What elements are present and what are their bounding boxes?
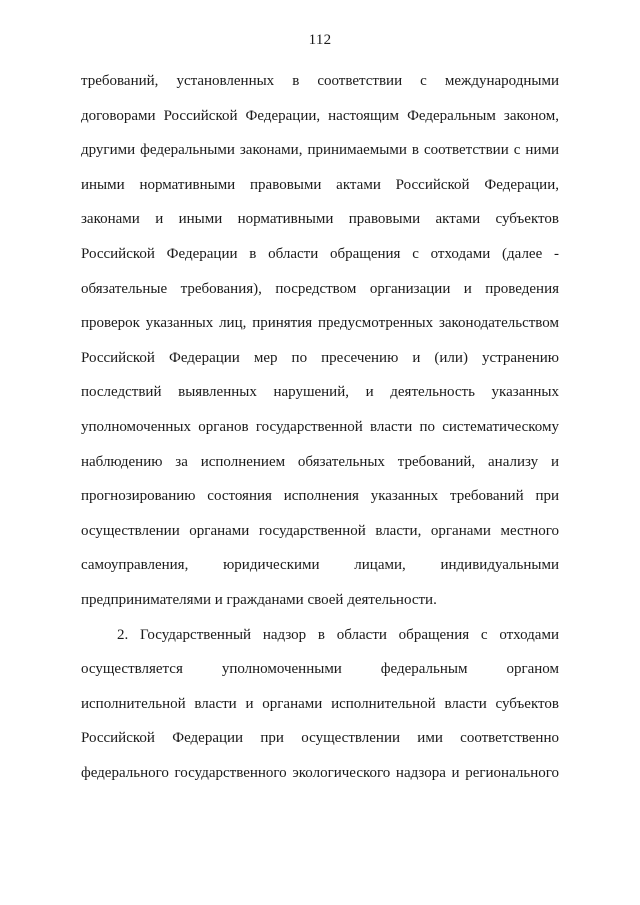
paragraph-2 bbox=[81, 625, 559, 798]
text-line: осуществлении органами государственной власти, органами местного bbox=[81, 522, 559, 539]
text-line: договорами Российской Федерации, настоящим Федеральным законом, bbox=[81, 107, 559, 124]
text-line: предпринимателями и гражданами своей деятельности. bbox=[81, 591, 437, 608]
text-line: Российской Федерации мер по пресечению и (или) устранению bbox=[81, 349, 559, 366]
text-line: требований, установленных в соответствии с международными bbox=[81, 73, 559, 89]
text-line: наблюдению за исполнением обязательных требований, анализу и bbox=[81, 453, 559, 470]
text-line: исполнительной власти и органами исполнительной власти субъектов bbox=[81, 695, 559, 712]
text-line: Российской Федерации в области обращения с отходами (далее - bbox=[81, 245, 559, 262]
text-line: 2. Государственный надзор в области обращения с отходами bbox=[117, 626, 559, 643]
page-number: 112 bbox=[308, 32, 332, 48]
paragraph-1 bbox=[81, 71, 559, 625]
text-line: самоуправления, юридическими лицами, индивидуальными bbox=[81, 557, 559, 574]
text-line: обязательные требования), посредством организации и проведения bbox=[81, 280, 559, 297]
text-line: осуществляется уполномоченными федеральным органом bbox=[81, 661, 559, 678]
text-line: уполномоченных органов государственной власти по систематическому bbox=[81, 418, 559, 435]
text-line: другими федеральными законами, принимаемыми в соответствии с ними bbox=[81, 142, 559, 159]
text-line: Российской Федерации при осуществлении ими соответственно bbox=[81, 730, 559, 747]
text-line: законами и иными нормативными правовыми актами субъектов bbox=[81, 211, 559, 228]
text-line: последствий выявленных нарушений, и деятельность указанных bbox=[81, 384, 559, 401]
body-text bbox=[81, 71, 559, 797]
text-line: иными нормативными правовыми актами Российской Федерации, bbox=[81, 176, 559, 193]
text-line: проверок указанных лиц, принятия предусмотренных законодательством bbox=[81, 315, 559, 332]
text-line: прогнозированию состояния исполнения указанных требований при bbox=[81, 488, 559, 505]
text-line: федерального государственного экологического надзора и регионального bbox=[81, 764, 559, 781]
